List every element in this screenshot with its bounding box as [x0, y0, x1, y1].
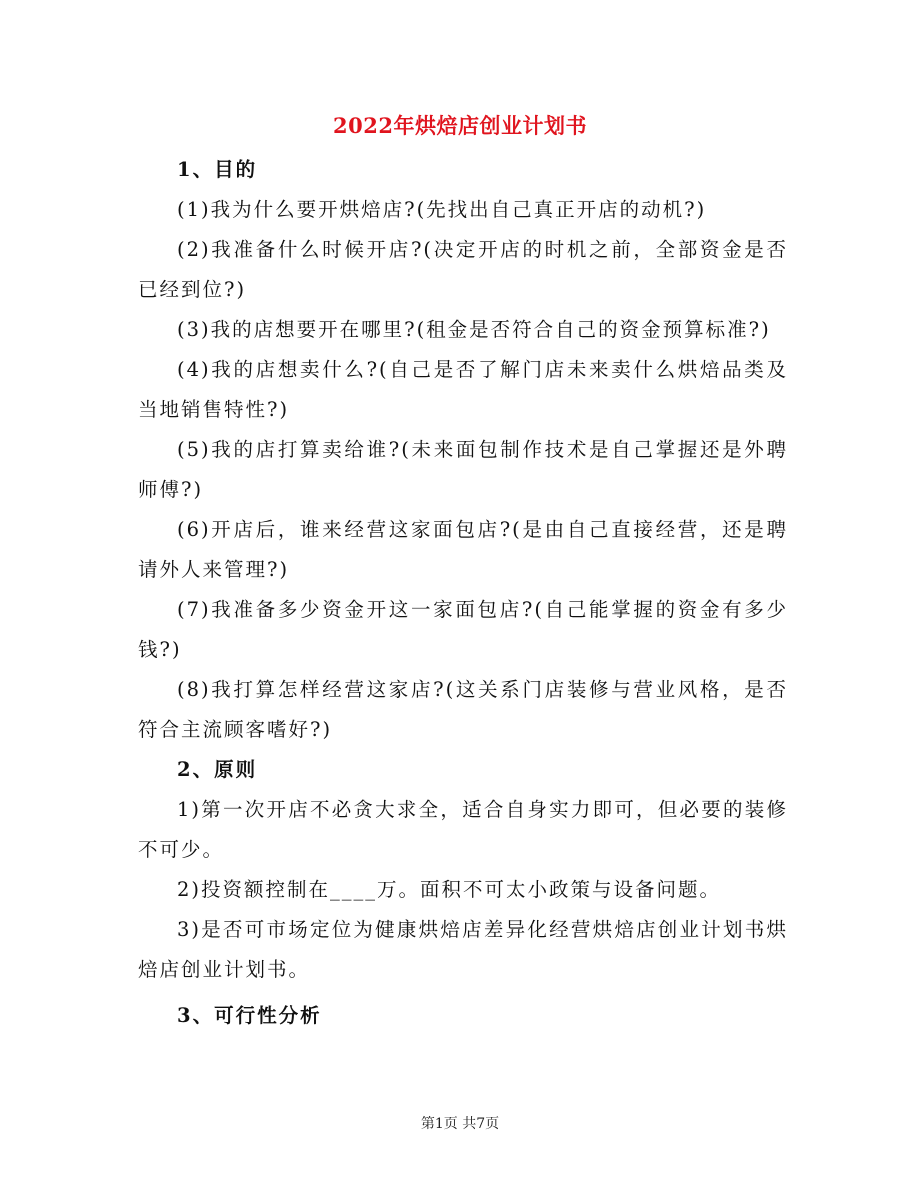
paragraph: (1)我为什么要开烘焙店?(先找出自己真正开店的动机?)	[177, 198, 707, 221]
paragraph: 3)是否可市场定位为健康烘焙店差异化经营烘焙店创业计划书烘焙店创业计划书。	[138, 918, 788, 981]
paragraph: (3)我的店想要开在哪里?(租金是否符合自己的资金预算标准?)	[177, 318, 771, 341]
document-body	[138, 150, 788, 1036]
paragraph: (2)我准备什么时候开店?(决定开店的时机之前，全部资金是否已经到位?)	[138, 238, 788, 301]
section-heading-feasibility: 3、可行性分析	[177, 1004, 322, 1027]
page-footer: 第1页 共7页	[420, 1116, 500, 1132]
paragraph: 1)第一次开店不必贪大求全，适合自身实力即可，但必要的装修不可少。	[138, 798, 788, 861]
paragraph: (4)我的店想卖什么?(自己是否了解门店未来卖什么烘焙品类及当地销售特性?)	[138, 358, 788, 421]
paragraph: (6)开店后，谁来经营这家面包店?(是由自己直接经营，还是聘请外人来管理?)	[138, 518, 788, 581]
section-heading-principles: 2、原则	[177, 758, 258, 781]
paragraph: (7)我准备多少资金开这一家面包店?(自己能掌握的资金有多少钱?)	[138, 598, 788, 661]
document-title: 2022年烘焙店创业计划书	[333, 113, 587, 138]
paragraph: (8)我打算怎样经营这家店?(这关系门店装修与营业风格，是否符合主流顾客嗜好?)	[138, 678, 788, 741]
section-heading-purpose: 1、目的	[177, 158, 258, 181]
paragraph: 2)投资额控制在____万。面积不可太小政策与设备问题。	[177, 878, 722, 901]
paragraph: (5)我的店打算卖给谁?(未来面包制作技术是自己掌握还是外聘师傅?)	[138, 438, 788, 501]
